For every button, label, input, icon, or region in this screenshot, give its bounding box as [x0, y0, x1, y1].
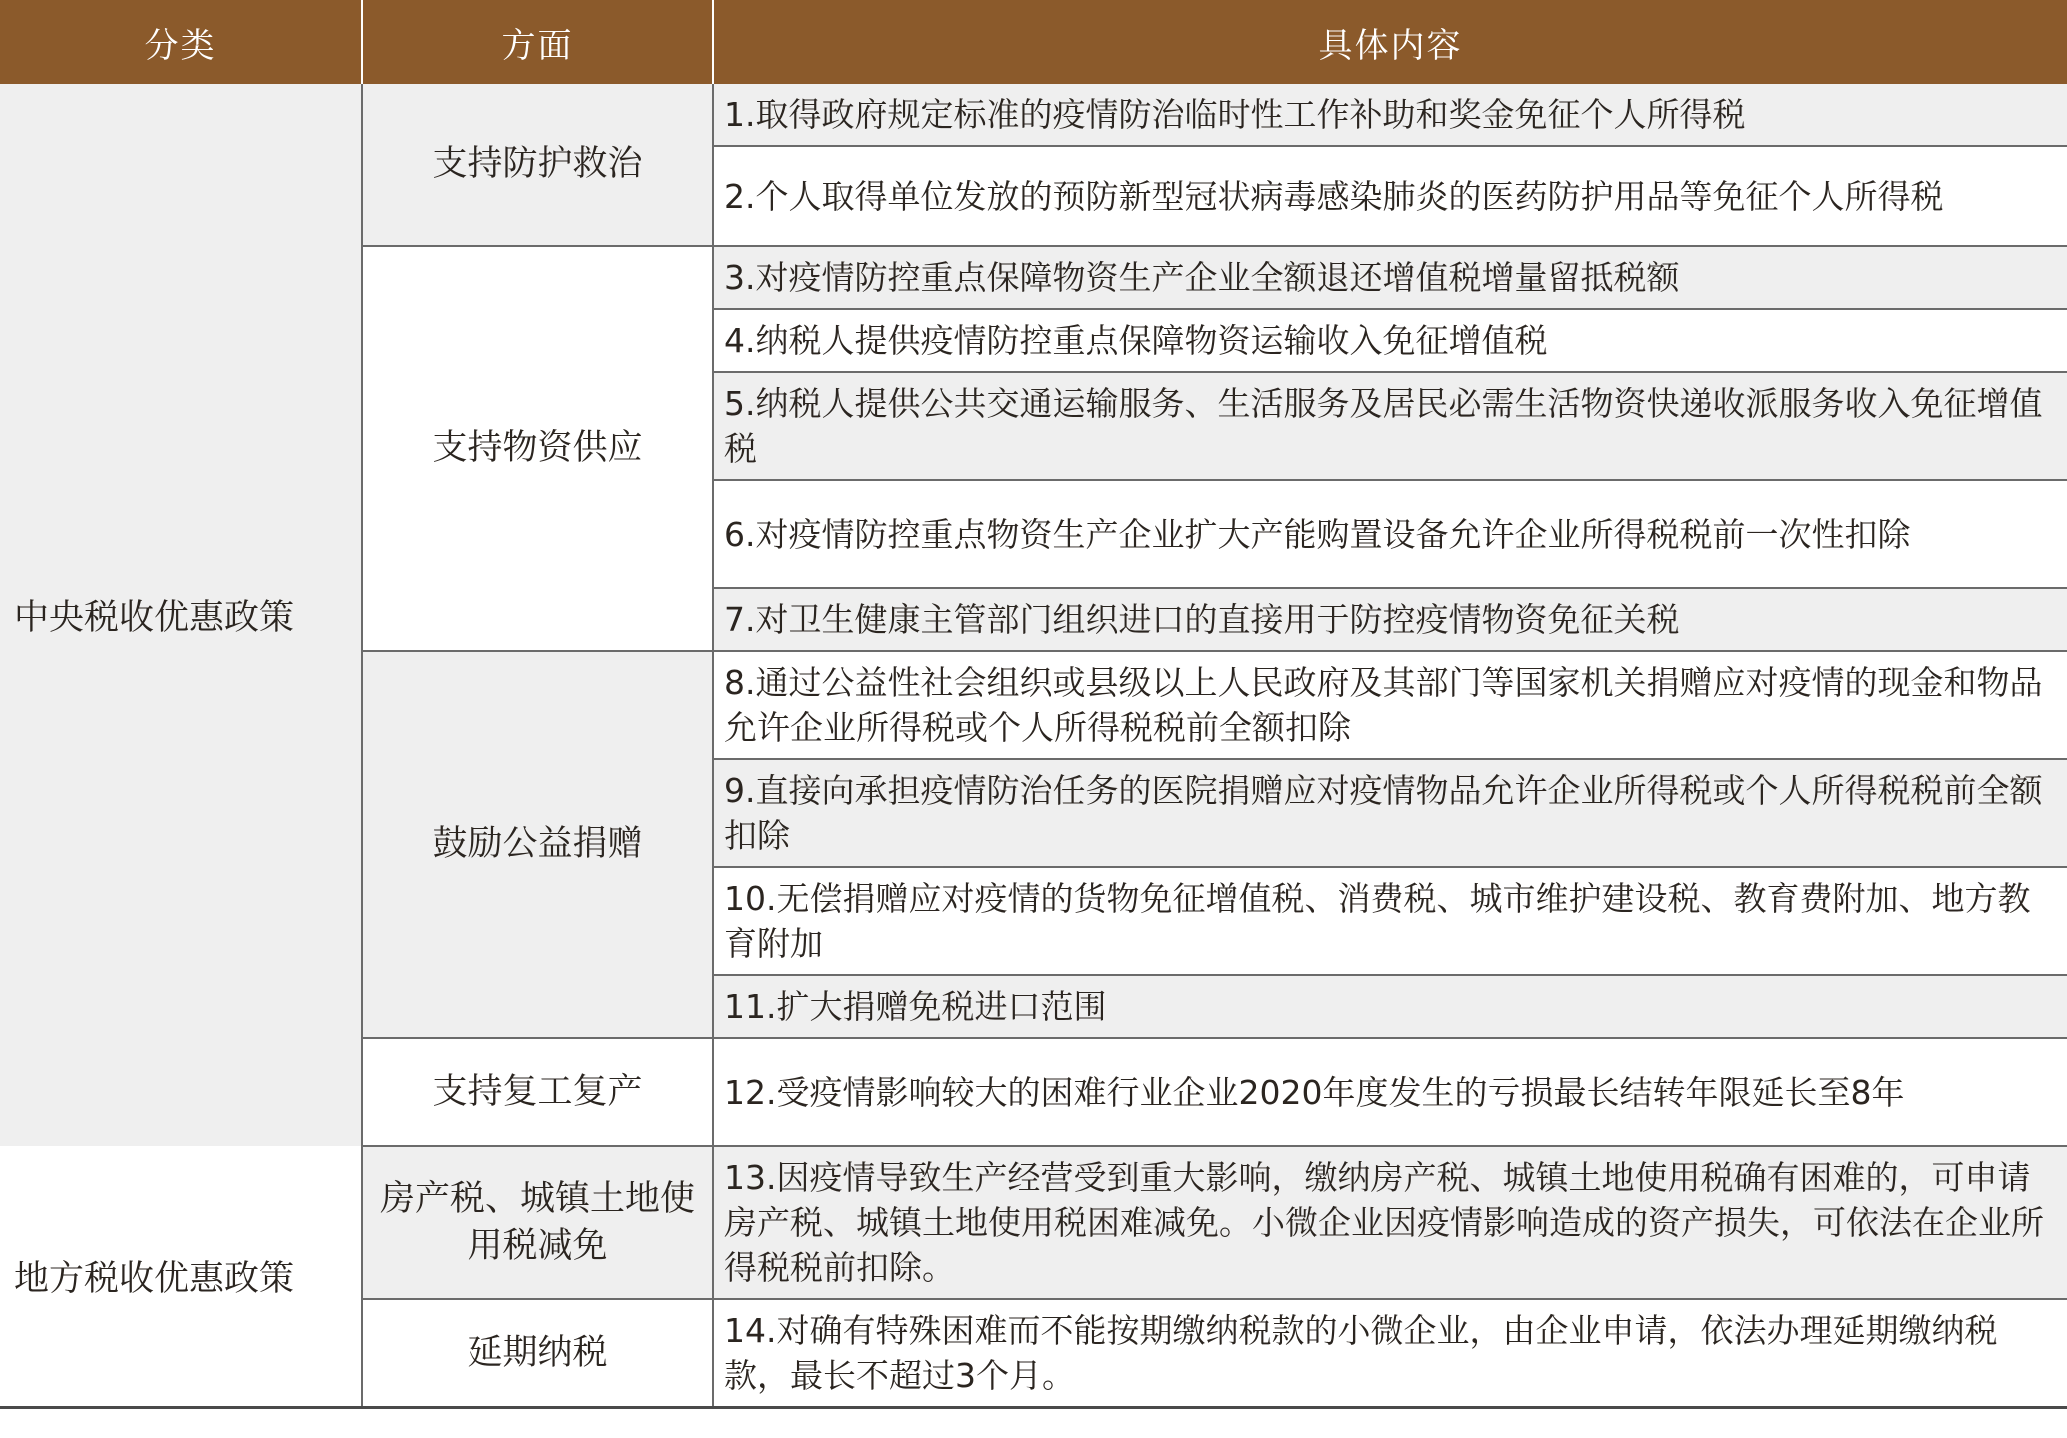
- aspect-protection: 支持防护救治: [362, 84, 713, 246]
- policy-item-14: 14.对确有特殊困难而不能按期缴纳税款的小微企业，由企业申请，依法办理延期缴纳税款，最长不超过3个月。: [713, 1299, 2067, 1408]
- policy-item-9: 9.直接向承担疫情防治任务的医院捐赠应对疫情物品允许企业所得税或个人所得税税前全额扣除: [713, 759, 2067, 867]
- policy-item-1: 1.取得政府规定标准的疫情防治临时性工作补助和奖金免征个人所得税: [713, 84, 2067, 146]
- policy-item-12: 12.受疫情影响较大的困难行业企业2020年度发生的亏损最长结转年限延长至8年: [713, 1038, 2067, 1146]
- aspect-deferral: 延期纳税: [362, 1299, 713, 1408]
- table-row: [0, 1146, 2067, 1299]
- header-row: [0, 0, 2067, 84]
- category-central: 中央税收优惠政策: [0, 84, 362, 1146]
- category-local: 地方税收优惠政策: [0, 1146, 362, 1408]
- header-category: 分类: [0, 0, 362, 84]
- aspect-property-tax: 房产税、城镇土地使用税减免: [362, 1146, 713, 1299]
- header-content: 具体内容: [713, 0, 2067, 84]
- aspect-donation: 鼓励公益捐赠: [362, 651, 713, 1038]
- aspect-resumption: 支持复工复产: [362, 1038, 713, 1146]
- policy-item-4: 4.纳税人提供疫情防控重点保障物资运输收入免征增值税: [713, 309, 2067, 372]
- policy-item-6: 6.对疫情防控重点物资生产企业扩大产能购置设备允许企业所得税税前一次性扣除: [713, 480, 2067, 588]
- aspect-supply: 支持物资供应: [362, 246, 713, 651]
- header-aspect: 方面: [362, 0, 713, 84]
- policy-item-5: 5.纳税人提供公共交通运输服务、生活服务及居民必需生活物资快递收派服务收入免征增值税: [713, 372, 2067, 480]
- table-row: [0, 84, 2067, 146]
- policy-item-13: 13.因疫情导致生产经营受到重大影响，缴纳房产税、城镇土地使用税确有困难的，可申请房产税、城镇土地使用税困难减免。小微企业因疫情影响造成的资产损失，可依法在企业所得税税前扣除。: [713, 1146, 2067, 1299]
- policy-item-2: 2.个人取得单位发放的预防新型冠状病毒感染肺炎的医药防护用品等免征个人所得税: [713, 146, 2067, 246]
- policy-item-11: 11.扩大捐赠免税进口范围: [713, 975, 2067, 1038]
- policy-item-8: 8.通过公益性社会组织或县级以上人民政府及其部门等国家机关捐赠应对疫情的现金和物品允许企业所得税或个人所得税税前全额扣除: [713, 651, 2067, 759]
- policy-item-3: 3.对疫情防控重点保障物资生产企业全额退还增值税增量留抵税额: [713, 246, 2067, 309]
- policy-item-7: 7.对卫生健康主管部门组织进口的直接用于防控疫情物资免征关税: [713, 588, 2067, 651]
- policy-item-10: 10.无偿捐赠应对疫情的货物免征增值税、消费税、城市维护建设税、教育费附加、地方教育附加: [713, 867, 2067, 975]
